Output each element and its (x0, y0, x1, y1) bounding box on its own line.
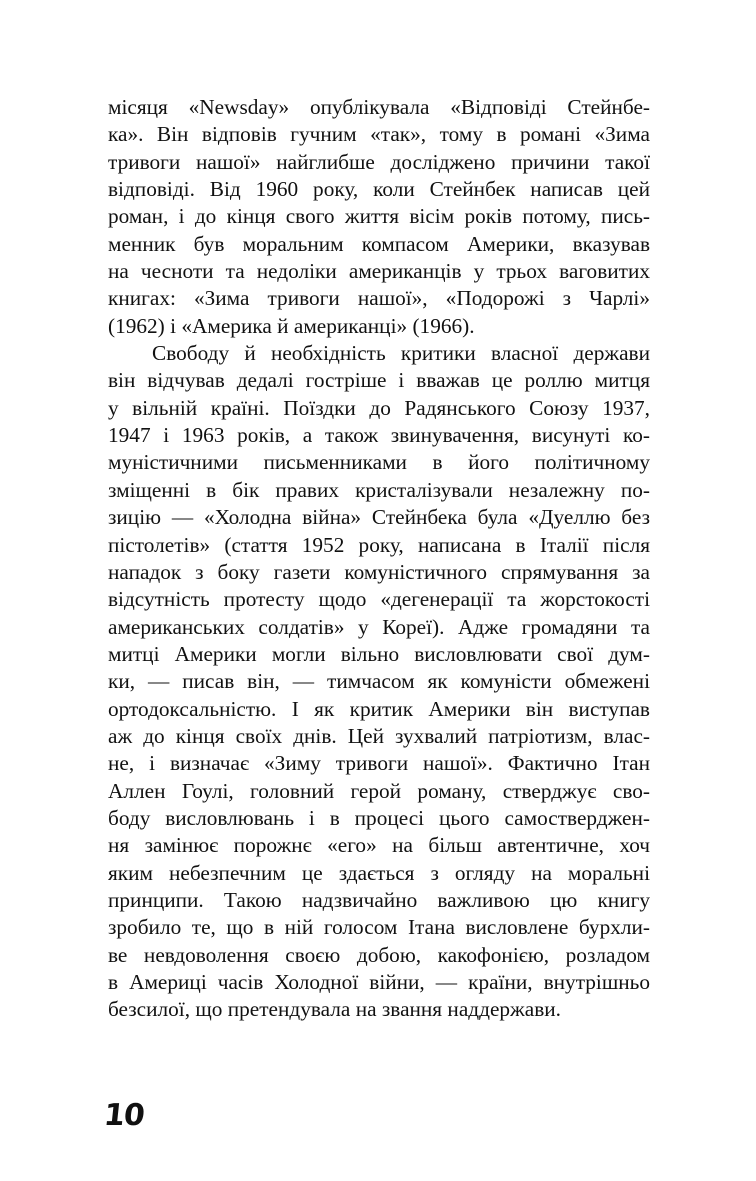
text-line: ня замінює порожнє «его» на більш автентичне, хоч (108, 833, 650, 858)
text-line: безсилої, що претендувала на звання наддержави. (108, 997, 561, 1022)
text-line: в Америці часів Холодної війни, — країни, внутрішньо (108, 970, 650, 994)
text-line: роман, і до кінця свого життя вісім років потому, пись- (108, 204, 650, 229)
text-line: зробило те, що в ній голосом Ітана висловлене бурхли- (108, 915, 650, 940)
text-line: ортодоксальністю. І як критик Америки він виступав (108, 696, 650, 721)
body-text (108, 94, 650, 1024)
page-number: 10 (102, 1098, 146, 1133)
text-line: ки, — писав він, — тимчасом як комуністи обмежені (108, 669, 650, 694)
text-line: менник був моральним компасом Америки, вказував (108, 231, 650, 256)
text-line: не, і визначає «Зиму тривоги нашої». Фактично Ітан (108, 751, 650, 776)
text-line: тривоги нашої» найглибше досліджено причини такої (108, 149, 650, 174)
text-line: зицію — «Холодна війна» Стейнбека була «Дуеллю без (108, 505, 650, 530)
paragraph-1 (108, 94, 650, 340)
text-line: боду висловлювань і в процесі цього самостверджен- (108, 805, 650, 830)
text-line: він відчував дедалі гостріше і вважав це роллю митця (108, 368, 650, 393)
text-line: (1962) і «Америка й американці» (1966). (108, 313, 475, 338)
text-line: книгах: «Зима тривоги нашої», «Подорожі з Чарлі» (108, 286, 650, 311)
text-line: у вільній країні. Поїздки до Радянського Союзу 1937, (108, 395, 650, 420)
text-line: Свободу й необхідність критики власної держави (152, 341, 650, 366)
text-line: Аллен Гоулі, головний герой роману, стверджує сво- (108, 778, 650, 803)
text-line: аж до кінця своїх днів. Цей зухвалий патріотизм, влас- (108, 723, 650, 748)
text-line: ве невдоволення своєю добою, какофонією, розладом (108, 942, 650, 967)
text-line: американських солдатів» у Кореї). Адже громадяни та (108, 614, 650, 639)
text-line: відповіді. Від 1960 року, коли Стейнбек написав цей (108, 177, 650, 202)
text-line: місяця «Newsday» опублікувала «Відповіді Стейнбе- (108, 95, 650, 119)
text-line: принципи. Такою надзвичайно важливою цю книгу (108, 887, 650, 912)
text-line: митці Америки могли вільно висловлювати свої дум- (108, 641, 650, 666)
paragraph-2 (108, 340, 650, 1024)
text-line: нападок з боку газети комуністичного спрямування за (108, 559, 650, 584)
text-line: пістолетів» (стаття 1952 року, написана в Італії після (108, 532, 650, 557)
text-line: ка». Він відповів гучним «так», тому в романі «Зима (108, 122, 650, 147)
text-line: 1947 і 1963 років, а також звинувачення, висунуті ко- (108, 423, 650, 448)
text-line: муністичними письменниками в його політичному (108, 450, 650, 475)
text-line: яким небезпечним це здається з огляду на моральні (108, 860, 650, 885)
text-line: на чесноти та недоліки американців у трьох ваговитих (108, 259, 650, 284)
text-line: зміщенні в бік правих кристалізували незалежну по- (108, 477, 650, 502)
text-line: відсутність протесту щодо «дегенерації та жорстокості (108, 587, 650, 612)
